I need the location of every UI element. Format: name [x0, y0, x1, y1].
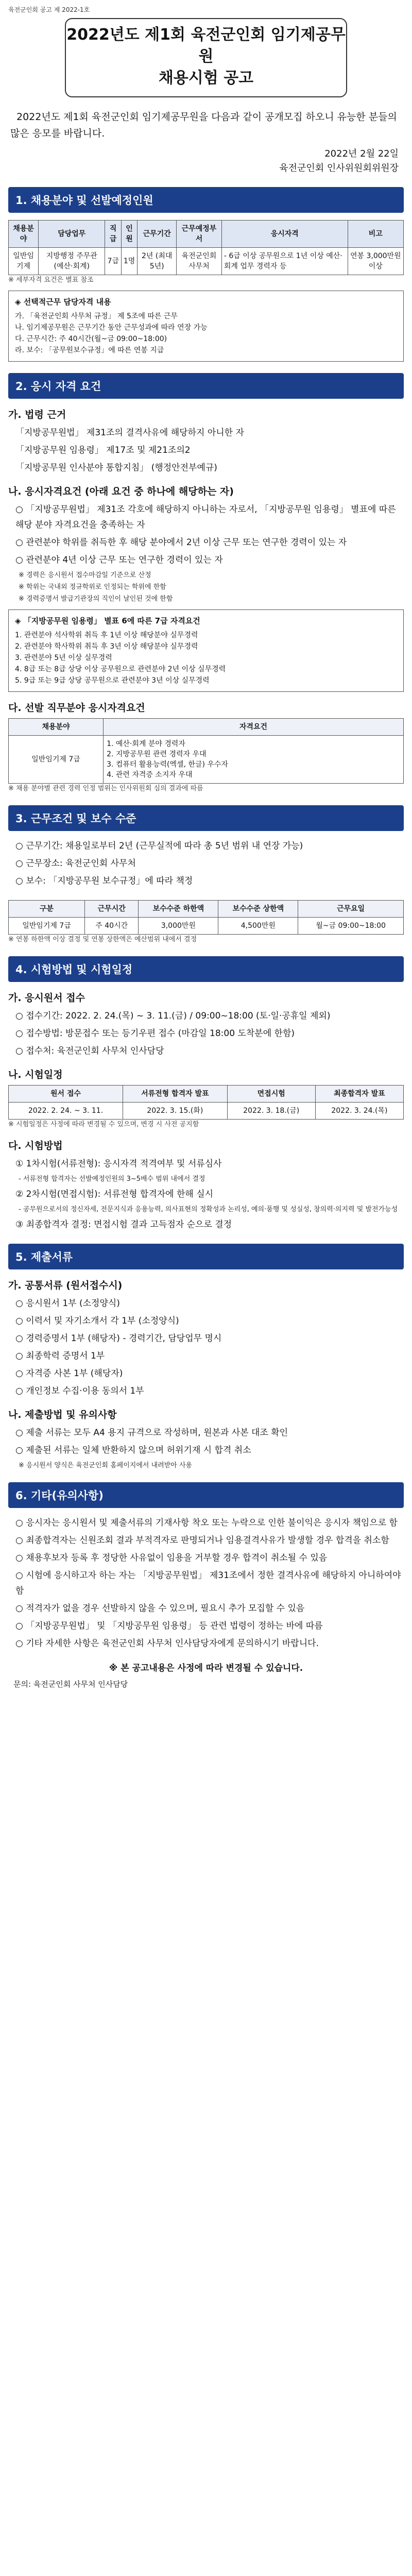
table-cell: 1. 예산·회계 분야 경력자 2. 지방공무원 관련 경력자 우대 3. 컴퓨터 활용능력(엑셀, 한글) 우수자 4. 관련 자격증 소지자 우대 — [104, 736, 404, 784]
info-box — [8, 609, 404, 692]
section6-header: 6. 기타(유의사항) — [8, 1482, 404, 1508]
box-line: 2. 관련분야 학사학위 취득 후 3년 이상 해당분야 실무경력 — [15, 642, 198, 651]
paragraph: ○ 응시자는 응시원서 및 제출서류의 기재사항 착오 또는 누락으로 인한 불이익은 응시자 책임으로 함 — [15, 1518, 398, 1528]
box-line: 4. 8급 또는 8급 상당 이상 공무원으로 관련분야 2년 이상 실무경력 — [15, 665, 226, 673]
table-cell: 주 40시간 — [85, 918, 139, 935]
paragraph: ○ 「지방공무원법」 및 「지방공무원 임용령」 등 관련 법령이 정하는 바에 따름 — [15, 1621, 323, 1631]
paragraph: 「지방공무원 임용령」 제17조 및 제21조의2 — [15, 445, 191, 455]
col-header: 구분 — [9, 901, 85, 918]
sub-title: 나. 시험일정 — [8, 1069, 63, 1080]
schedule-table — [8, 1085, 404, 1120]
paragraph: ○ 근무장소: 육전군인회 사무처 — [15, 858, 136, 869]
small-note: - 서류전형 합격자는 선발예정인원의 3~5배수 범위 내에서 결정 — [19, 1175, 205, 1183]
info-box — [8, 291, 404, 362]
small-note: - 공무원으로서의 정신자세, 전문지식과 응용능력, 의사표현의 정확성과 논리성, 예의·품행 및 성실성, 창의력·의지력 및 발전가능성 — [19, 1206, 398, 1213]
box-line: 나. 임기제공무원은 근무기간 동안 근무성과에 따라 연장 가능 — [15, 324, 208, 332]
box-line: 3. 관련분야 5년 이상 실무경력 — [15, 654, 112, 662]
paragraph: ○ 시험에 응시하고자 하는 자는 「지방공무원법」 제31조에서 정한 결격사유에 해당하지 아니하여야 함 — [15, 1570, 401, 1596]
paragraph: ○ 보수: 「지방공무원 보수규정」에 따라 책정 — [15, 876, 193, 886]
table-cell: 2022. 3. 24.(목) — [315, 1103, 403, 1120]
issuer: 육전군인회 인사위원회위원장 — [279, 163, 399, 174]
paragraph: ○ 최종학력 증명서 1부 — [15, 1351, 105, 1361]
table-row — [9, 248, 404, 275]
doc-number: 육전군인회 공고 제 2022-1호 — [8, 6, 90, 13]
intro-paragraph: 2022년도 제1회 육전군인회 임기제공무원을 다음과 같이 공개모집 하오니 유능한 분들의 많은 응모를 바랍니다. — [10, 111, 397, 139]
salary-table — [8, 900, 404, 935]
table-cell: 연봉 3,000만원 이상 — [348, 248, 403, 275]
col-header: 근무시간 — [85, 901, 139, 918]
table-cell: 2022. 3. 15.(화) — [123, 1103, 228, 1120]
paragraph: ○ 접수방법: 방문접수 또는 등기우편 접수 (마감일 18:00 도착분에 한함) — [15, 1028, 295, 1039]
paragraph: ① 1차시험(서류전형): 응시자격 적격여부 및 서류심사 — [15, 1159, 222, 1169]
table-cell: 일반임기제 7급 — [9, 918, 85, 935]
paragraph: ○ 접수처: 육전군인회 사무처 인사담당 — [15, 1046, 164, 1056]
contact-info: 문의: 육전군인회 사무처 인사담당 — [13, 1680, 128, 1689]
col-header: 직급 — [105, 221, 121, 248]
table-cell: 1명 — [121, 248, 137, 275]
small-note: ※ 경력은 응시원서 접수마감일 기준으로 산정 — [19, 571, 151, 579]
paragraph: ○ 제출된 서류는 일체 반환하지 않으며 허위기재 시 합격 취소 — [15, 1445, 251, 1455]
title-line1: 2022년도 제1회 육전군인회 임기제공무원 — [66, 26, 346, 65]
table-cell: 7급 — [105, 248, 121, 275]
box-line: 가. 「육전군인회 사무처 규정」 제 5조에 따른 근무 — [15, 312, 178, 320]
box-line: 라. 보수: 「공무원보수규정」에 따른 연봉 지급 — [15, 346, 164, 354]
paragraph: ③ 최종합격자 결정: 면접시험 결과 고득점자 순으로 결정 — [15, 1219, 232, 1230]
sub-title: 다. 시험방법 — [8, 1140, 63, 1151]
qualification-table — [8, 718, 404, 784]
paragraph: ○ 근무기간: 채용일로부터 2년 (근무실적에 따라 총 5년 범위 내 연장 가능) — [15, 841, 303, 851]
table-cell: 일반임기제 — [9, 248, 39, 275]
box-title: ◈ 「지방공무원 임용령」 별표 6에 따른 7급 자격요건 — [15, 616, 200, 625]
table-cell: 육전군인회 사무처 — [177, 248, 222, 275]
col-header: 비고 — [348, 221, 403, 248]
table-cell: - 6급 이상 공무원으로 1년 이상 예산·회계 업무 경력자 등 — [221, 248, 348, 275]
note: ※ 연봉 하한액 이상 결정 및 연봉 상한액은 예산범위 내에서 결정 — [8, 936, 197, 943]
paragraph: ○ 이력서 및 자기소개서 각 1부 (소정양식) — [15, 1316, 179, 1326]
table-cell: 월~금 09:00~18:00 — [298, 918, 404, 935]
paragraph: ○ 개인정보 수집·이용 동의서 1부 — [15, 1386, 144, 1396]
col-header: 근무예정부서 — [177, 221, 222, 248]
sub-title: 가. 공통서류 (원서접수시) — [8, 1280, 123, 1291]
section5-header: 5. 제출서류 — [8, 1244, 404, 1269]
paragraph: 「지방공무원법」 제31조의 결격사유에 해당하지 아니한 자 — [15, 428, 244, 438]
table-row — [9, 1103, 404, 1120]
col-header: 서류전형 합격자 발표 — [123, 1086, 228, 1103]
col-header: 근무기간 — [138, 221, 177, 248]
small-note: ※ 응시원서 양식은 육전군인회 홈페이지에서 내려받아 사용 — [19, 1462, 193, 1469]
col-header: 인원 — [121, 221, 137, 248]
box-title: ◈ 선택적근무 담당자격 내용 — [15, 297, 111, 307]
section2-header: 2. 응시 자격 요건 — [8, 373, 404, 399]
note: ※ 채용 분야별 관련 경력 인정 범위는 인사위원회 심의 결과에 따름 — [8, 785, 203, 792]
section4-header: 4. 시험방법 및 시험일정 — [8, 956, 404, 982]
col-header: 최종합격자 발표 — [315, 1086, 403, 1103]
section1-header: 1. 채용분야 및 선발예정인원 — [8, 187, 404, 213]
small-note: ※ 학위는 국내외 정규학위로 인정되는 학위에 한함 — [19, 583, 166, 591]
paragraph: ○ 「지방공무원법」 제31조 각호에 해당하지 아니하는 자로서, 「지방공무원 임용령」 별표에 따른 해당 분야 자격요건을 충족하는 자 — [15, 504, 396, 530]
position-table — [8, 220, 404, 275]
paragraph: ○ 자격증 사본 1부 (해당자) — [15, 1368, 123, 1379]
paragraph: ○ 경력증명서 1부 (해당자) - 경력기간, 담당업무 명시 — [15, 1333, 222, 1344]
paragraph: ② 2차시험(면접시험): 서류전형 합격자에 한해 실시 — [15, 1189, 214, 1199]
table-row — [9, 918, 404, 935]
paragraph: ○ 기타 자세한 사항은 육전군인회 사무처 인사담당자에게 문의하시기 바랍니다. — [15, 1638, 319, 1649]
box-line: 5. 9급 또는 9급 상당 공무원으로 관련분야 3년 이상 실무경력 — [15, 676, 210, 685]
table-row — [9, 736, 404, 784]
col-header: 면접시험 — [227, 1086, 315, 1103]
col-header: 담당업무 — [39, 221, 105, 248]
box-line: 다. 근무시간: 주 40시간(월~금 09:00~18:00) — [15, 335, 167, 343]
col-header: 응시자격 — [221, 221, 348, 248]
col-header: 채용분야 — [9, 221, 39, 248]
note: ※ 세부자격 요건은 별표 참조 — [8, 276, 94, 284]
paragraph: ○ 접수기간: 2022. 2. 24.(목) ~ 3. 11.(금) / 09:00~18:00 (토·일·공휴일 제외) — [15, 1011, 331, 1021]
paragraph: ○ 응시원서 1부 (소정양식) — [15, 1298, 120, 1309]
paragraph: ○ 관련분야 학위를 취득한 후 해당 분야에서 2년 이상 근무 또는 연구한 경력이 있는 자 — [15, 537, 347, 548]
table-cell: 3,000만원 — [139, 918, 218, 935]
table-cell: 4,500만원 — [218, 918, 298, 935]
sub-title: 나. 제출방법 및 유의사항 — [8, 1409, 117, 1420]
col-header: 보수수준 상한액 — [218, 901, 298, 918]
paragraph: ○ 제출 서류는 모두 A4 용지 규격으로 작성하며, 원본과 사본 대조 확인 — [15, 1428, 288, 1438]
sub-title: 가. 법령 근거 — [8, 409, 66, 420]
section3-header: 3. 근무조건 및 보수 수준 — [8, 805, 404, 831]
table-cell: 2022. 3. 18.(금) — [227, 1103, 315, 1120]
paragraph: ○ 관련분야 4년 이상 근무 또는 연구한 경력이 있는 자 — [15, 555, 223, 565]
paragraph: ○ 적격자가 없을 경우 선발하지 않을 수 있으며, 필요시 추가 모집할 수 있음 — [15, 1603, 305, 1614]
title-box — [65, 18, 347, 97]
table-cell: 지방행정 주무관 (예산·회계) — [39, 248, 105, 275]
footer-notice: ※ 본 공고내용은 사정에 따라 변경될 수 있습니다. — [109, 1663, 303, 1673]
col-header: 보수수준 하한액 — [139, 901, 218, 918]
title-line2: 채용시험 공고 — [158, 69, 254, 87]
sub-title: 가. 응시원서 접수 — [8, 992, 85, 1004]
note: ※ 시험일정은 사정에 따라 변경될 수 있으며, 변경 시 사전 공지함 — [8, 1121, 199, 1128]
col-header: 근무요일 — [298, 901, 404, 918]
sub-title: 다. 선발 직무분야 응시자격요건 — [8, 702, 145, 714]
box-line: 1. 관련분야 석사학위 취득 후 1년 이상 해당분야 실무경력 — [15, 631, 198, 639]
notice-date: 2022년 2월 22일 — [324, 148, 399, 159]
table-cell: 2년 (최대 5년) — [138, 248, 177, 275]
sub-title: 나. 응시자격요건 (아래 요건 중 하나에 해당하는 자) — [8, 486, 234, 497]
col-header: 채용분야 — [9, 719, 104, 736]
table-cell: 2022. 2. 24. ~ 3. 11. — [9, 1103, 123, 1120]
small-note: ※ 경력증명서 발급기관장의 직인이 날인된 것에 한함 — [19, 595, 173, 603]
table-cell: 일반임기제 7급 — [9, 736, 104, 784]
paragraph: ○ 채용후보자 등록 후 정당한 사유없이 임용을 거부할 경우 합격이 취소될 수 있음 — [15, 1553, 328, 1563]
col-header: 자격요건 — [104, 719, 404, 736]
paragraph: 「지방공무원 인사분야 통합지침」 (행정안전부예규) — [15, 463, 217, 473]
col-header: 원서 접수 — [9, 1086, 123, 1103]
paragraph: ○ 최종합격자는 신원조회 결과 부적격자로 판명되거나 임용결격사유가 발생할 경우 합격을 취소함 — [15, 1535, 389, 1546]
